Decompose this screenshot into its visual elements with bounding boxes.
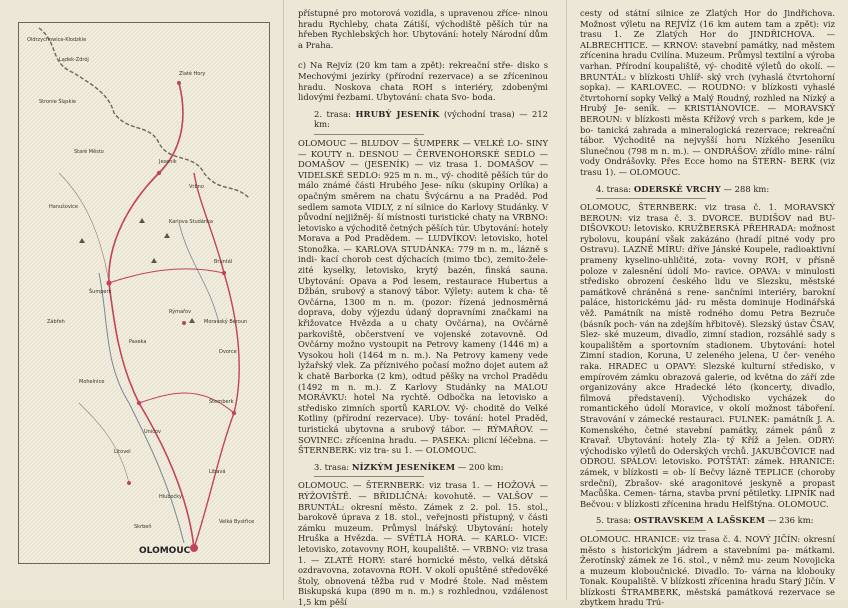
map-label: Zlaté Hory	[179, 71, 206, 77]
map-label: Karlova Studánka	[169, 219, 213, 225]
map-label: Uničov	[144, 429, 161, 435]
route-length: — 200 km:	[457, 461, 504, 472]
map-label: Velká Bystřice	[219, 519, 255, 525]
map-city-label: OLOMOUC	[139, 546, 191, 556]
map-label: Paseka	[129, 339, 147, 345]
route-name: ODERSKÉ VRCHY	[633, 183, 721, 194]
map-label: Staré Město	[74, 149, 104, 155]
paragraph: OLOMOUC, ŠTERNBERK: viz trasa č. 1. MORAVSKÝ BEROUN: viz trasa č. 3. DVORCE. BUDIŠOV nad BU- DIŠOVKOU: letovisko. KRUŽBERSKÁ PŘEHRADA: možnost rybolovu, koupání však zakázáno (hradí pitné vody pro Ostravu). LAZNĚ MÍRU: dříve Jánské Koupele, radioaktivní prameny kyselino-uhličité, zota- vovny ROH, v přísně poloze v zalesnění údolí Mo- ravice. OPAVA: v minulosti středisko obrození českého lidu ve Slezsku, městské památkově chráněná s rene- sančními interiéry, barokní paláce, historickému jád- ru města dominuje Hodinářská věž. Památník na místě rodného domu Petra Bezruče (básník poch- ván na zdejším hřbitově). Slezský ústav ČSAV, Slez- ské muzeum, divadlo, zimní stadion, rozsáhlé sady s koupalištěm a sportovním stadionem. Ubytování: hotel Zimní stadion, Koruna, U zeleného jelena, U čer- veného raka. HRADEC u OPAVY: Slezské kulturní středisko, v empírovém zámku obrazová galerie, od května do září zde organizovány akce Hradecké léto (koncerty, divadlo, filmová představení). Východisko vycházek do romantického údolí Moravice, v okolí možnost táboření. Stravování v zámecké restauraci. FULNEK: památník J. A. Komenského, četné stavební památky, zámek pánů z Kravař. Ubytování: hotely Zla- tý Kříž a Jelen. ODRY: východisko výletů do Oderských vrchů. JAKUBČOVICE nad ODROU. SPÁLOV: letovisko. POTŠTÁT: zámek. HRANICE: zámek, v blízkosti = ob- lí Bečvy lázně TEPLICE (choroby srdeční), Zbrašov- ské aragonitové jeskyně a propast Macůška. Cemen- tárna, stavba první pětiletky. LIPNÍK nad Bečvou: v blízkosti zřícenina hradu Helfštýna. OLOMOUC.	[580, 202, 835, 509]
route-map-graphic	[19, 23, 269, 563]
map-label: Libavá	[209, 469, 226, 475]
route-name: OSTRAVSKEM A LAŠSKEM	[633, 515, 766, 526]
route-length: — 236 km:	[767, 515, 814, 526]
paragraph: cesty od státní silnice ze Zlatých Hor do Jindřichova. Možnost výletu na REJVÍZ (16 km autem tam a zpět): viz trasu 1. Ze Zlatých Hor do JINDŘICHOVA. — ALBRECHTICE. — KRNOV: stavební památky, nad městem zřícenina hradu Cvilína. Muzeum. Průmysl textilní a výroba varhan. Přírodní koupaliště, vý- choditě výletů do okolí. — BRUNTÁL: v blízkosti Uhlíř- ský vrch (vyhaslá čtvrtohorní sopka). — KARLOVEC. — ROUDNO: v blízkosti vyhaslé čtvrtohorní sopky Velký a Malý Roudný, rozhled na Nízký a Hrubý Je- seník. — KRISTIÁNOVICE. — MORAVSKÝ BEROUN: v blízkosti města Křížový vrch s parkem, kde je bo- tanická zahrada a mineralogická rezervace; rekreační tábor. Východitě na nejvyšší horu Nízkého Jeseníku Slunečnou (798 m n. m.). — ONDRÁŠOV: zřídlo mine- rální vody Ondrášovky. Přes Ecce homo na ŠTERN- BERK (viz trasu 1). — OLOMOUC.	[580, 8, 835, 177]
route-length: — 288 km:	[723, 183, 770, 194]
map-label: Mohelnice	[79, 379, 105, 385]
route-number: 5. trasa:	[596, 515, 632, 526]
map-label: Hanušovice	[49, 204, 78, 210]
paragraph: OLOMOUC. HRANICE: viz trasa č. 4. NOVÝ JIČÍN: okresní město s historickým jádrem a stavebními pa- mátkami. Žerotínský zámek ze 16. stol., v němž mu- zeum Novojicka a muzeum kloboučnické. Divadlo. To- várna na klobouky Tonak. Koupaliště. V blízkosti zřícenina hradu Starý Jičín. V blízkosti ŠTRAMBERK, městská památková rezervace se zbytkem hradu Trú-	[580, 533, 835, 608]
map-label: Hlubočky	[159, 494, 182, 500]
divider	[596, 530, 706, 531]
route-number: 3. trasa:	[314, 461, 350, 472]
route-name: NÍZKÝM JESENÍKEM	[351, 461, 456, 472]
text-column-right	[580, 8, 835, 608]
map-label: Bruntál	[214, 259, 233, 265]
route-number: 2. trasa:	[314, 108, 351, 119]
map-label: Oldrzychowice-Kłodzkie	[27, 37, 87, 43]
divider	[314, 134, 424, 135]
map-label: Jeseník	[159, 159, 177, 165]
page-fold-right	[566, 0, 567, 600]
map-label: Stronie Śląskie	[39, 99, 76, 105]
olomouc-marker	[190, 544, 198, 552]
map-label: Zábřeh	[47, 319, 65, 325]
paragraph: OLOMOUC — BLUDOV — ŠUMPERK — VELKÉ LO- SINY — KOUTY n. DESNOU — ČERVENOHORSKÉ SEDLO — DOMAŠOV — (JESENÍK) — viz trasa 1. DOMAŠOV — VIDELSKÉ SEDLO: 925 m n. m., vý- choditě pěších túr do málo známé části Hrubého Jese- níku (skupiny Orlíka) a opačným směrem na chatu Švýcárnu a na Praděd. Pod sedlem samota VIDLY, z ní silnice do Karlovy Studánky. V původní nejjižněj- ší místnosti turistické chaty na VRBNO: letovisko a východitě četných pěších túr. Ubytování: hotely Morava a Pod Pradědem. — LUDVÍKOV: letovisko, hotel Stonožka. — KARLOVA STUDÁNKA: 779 m n. m., lázně s indi- kací chorob cest dýchacích (mimo tbc), zemito-žele- zité kyselky, letovisko, krytý bazén, finská sauna. Ubytování: Opava a Pod lesem, restaurace Hubertus a Džbán, srubový a stanový tábor. Výlety: autem k cha- tě Ovčárna, 1300 m n. m. (pozor: řízená jednosměrná doprava, doby výjezdu údaný dopravními značkami na křižovatce Hvězda a u chaty Ovčárna), na Ovčárně parkoviště, občerstvení ve vojenské zotavovně. Od Ovčárny možno vystoupit na Petrovy kameny (1446 m) a Vysokou holi (1464 m n. m.). Na Petrovy kameny vede lyžařský vlek. Za příznivého počasí možno dojet autem až k chatě Barborka (2 km), odtud pěšky na vrchol Pradědu (1492 m n. m.). Z Karlovy Studánky na MALOU MORÁVKU: hotel Na rychtě. Odbočka na letovisko a středisko zimních sportů KARLOV. Vý- choditě do Velké Kotliny (přírodní rezervace). Uby- tování: hotel Praděd, turistická ubytovna a srubový tábor. — RÝMAŘOV. — SOVINEC: zřícenina hradu. — PASEKA: plicní léčebna. — ŠTERNBERK: viz tra- su 1. — OLOMOUC.	[298, 137, 548, 456]
map-label: Lądek-Zdrój	[59, 57, 89, 63]
paragraph: přístupné pro motorová vozidla, s upravenou zříce- ninou hradu Rychleby, chata Zátiší, východiště pěších túr na hřeben Rychlebských hor. Ubytování: hotely Národní dům a Praha.	[298, 8, 548, 50]
route-heading	[596, 515, 835, 526]
route-map	[18, 22, 270, 564]
divider	[596, 198, 706, 199]
map-label: Rýmařov	[169, 309, 192, 315]
map-label: Litovel	[114, 449, 131, 455]
paragraph: c) Na Rejvíz (20 km tam a zpět): rekreační stře- disko s Mechovými jezírky (přírodní rezervace) a se zříceninou hradu. Noskova chata ROH s interiéry, zdobenými lidovými řezbami. Ubytování: chata Svo- boda.	[298, 60, 548, 103]
route-heading	[314, 462, 548, 473]
route-number: 4. trasa:	[596, 183, 632, 194]
route-length: (východní trasa) — 212 km:	[314, 108, 548, 130]
map-label: Šumperk	[89, 289, 112, 295]
paragraph: OLOMOUC. — ŠTERNBERK: viz trasa 1. — HOŽOVÁ — RÝŽOVIŠTĚ. — BŘIDLIČNÁ: kovohutě. — VALŠOV — BRUNTÁL: okresní město. Zámek z 2. pol. 15. stol., barokově úprava z 18. stol., veřejnosti přístupný, v části zámku muzeum. Průmysl lnářský. Ubytování: hotely Hruška a Hvězda. — SVĚTLÁ HORA. — KARLO- VICE: letovisko, zotavovny ROH, koupaliště. — VRBNO: viz trasa 1. — ZLATÉ HORY: staré hornické město, velká dětská ozdravovna, zotavovna ROH. V okolí opuštěné středověké štoly, obnovená těžba rud v Modré štole. Nad městem Biskupská kupa (890 m n. m.) s rozhlednou, vzdálenost 1,5 km pěší	[298, 480, 548, 607]
divider	[314, 476, 424, 477]
map-label: Vrbno	[189, 184, 204, 190]
route-name: HRUBÝ JESENÍK	[355, 108, 440, 119]
route-heading	[596, 184, 835, 195]
text-column-middle	[298, 8, 548, 607]
page-fold-left	[283, 0, 284, 600]
map-label: Šternberk	[209, 399, 234, 405]
map-label: Skrbeň	[134, 524, 152, 530]
map-label: Moravský Beroun	[204, 319, 248, 325]
route-heading	[314, 109, 548, 130]
map-label: Dvorce	[219, 349, 237, 355]
